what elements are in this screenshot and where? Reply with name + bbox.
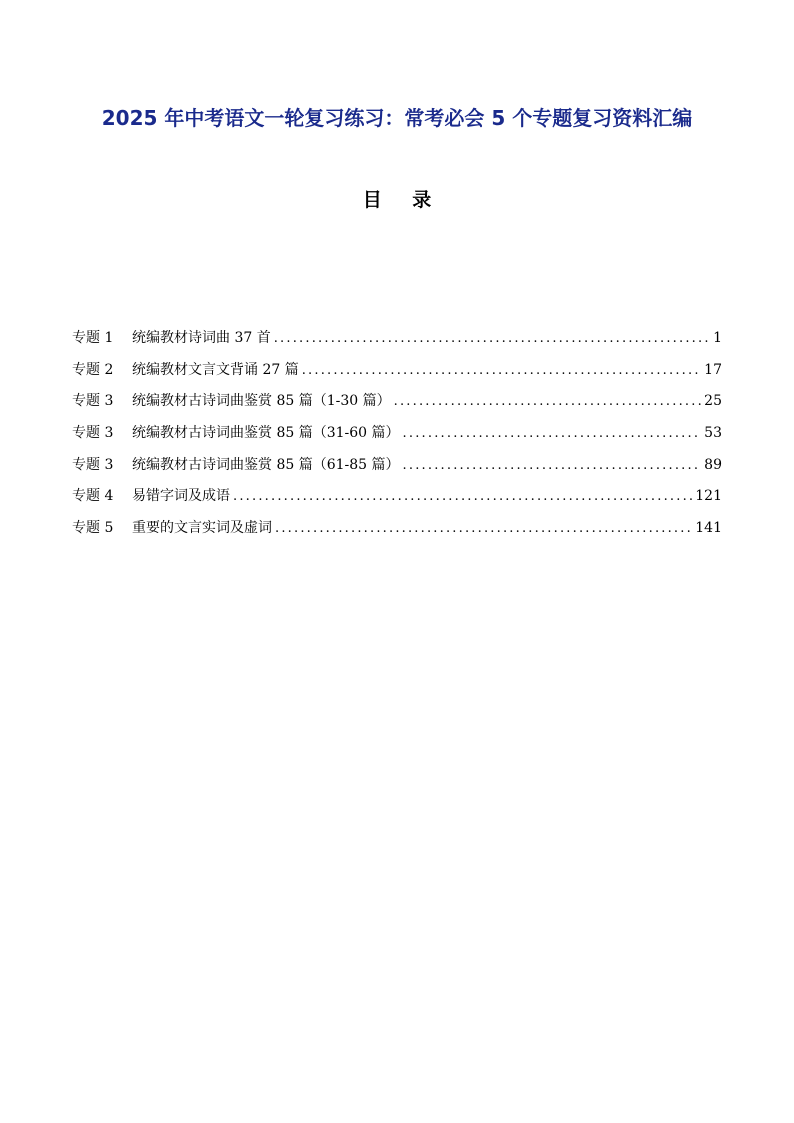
document-title: 2025 年中考语文一轮复习练习：常考必会 5 个专题复习资料汇编 (101, 106, 693, 130)
toc-entry[interactable] (72, 421, 722, 453)
toc-entry-number: 专题 2 (72, 361, 114, 378)
toc-heading: 目 录 (362, 189, 444, 211)
table-of-contents (72, 326, 722, 548)
toc-entry-number: 专题 3 (72, 456, 114, 473)
toc-entry-title: 统编教材古诗词曲鉴赏 85 篇（1-30 篇） (132, 393, 391, 410)
toc-entry[interactable] (72, 484, 722, 516)
toc-entry-page: 121 (695, 488, 722, 505)
toc-dot-leader (302, 359, 701, 383)
toc-entry-page: 17 (704, 361, 722, 378)
toc-entry-page: 89 (704, 456, 722, 473)
toc-entry[interactable] (72, 358, 722, 390)
toc-dot-leader (394, 390, 702, 414)
toc-entry-title: 统编教材文言文背诵 27 篇 (132, 361, 299, 378)
toc-entry-number: 专题 1 (72, 330, 114, 346)
toc-dot-leader (274, 327, 710, 351)
toc-dot-leader (403, 454, 702, 478)
toc-entry[interactable] (72, 516, 722, 548)
toc-entry-title: 重要的文言实词及虚词 (132, 520, 272, 537)
toc-entry-title: 统编教材古诗词曲鉴赏 85 篇（31-60 篇） (132, 425, 400, 442)
toc-entry-title: 易错字词及成语 (132, 488, 230, 505)
toc-entry[interactable] (72, 389, 722, 421)
toc-dot-leader (233, 485, 692, 509)
toc-dot-leader (275, 517, 692, 541)
toc-entry-number: 专题 3 (72, 393, 114, 410)
toc-entry-number: 专题 3 (72, 425, 114, 442)
toc-entry[interactable] (72, 326, 722, 358)
toc-entry-page: 1 (713, 330, 722, 346)
toc-entry-page: 53 (704, 425, 722, 442)
toc-entry[interactable] (72, 453, 722, 485)
toc-entry-title: 统编教材古诗词曲鉴赏 85 篇（61-85 篇） (132, 456, 400, 473)
toc-dot-leader (403, 422, 702, 446)
toc-entry-number: 专题 5 (72, 520, 114, 537)
toc-entry-page: 141 (695, 520, 722, 537)
toc-entry-page: 25 (704, 393, 722, 410)
toc-entry-title: 统编教材诗词曲 37 首 (132, 330, 271, 346)
toc-entry-number: 专题 4 (72, 488, 114, 505)
